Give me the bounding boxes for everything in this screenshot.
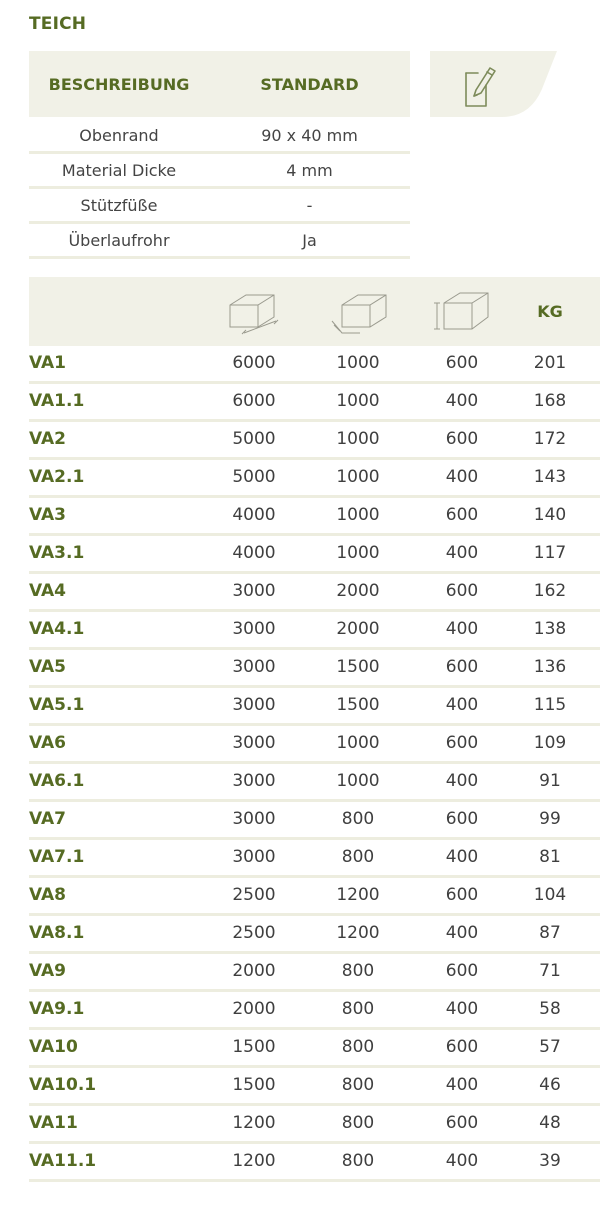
length-value: 2500: [232, 885, 276, 905]
width-value: 1500: [336, 695, 380, 715]
height-value: 400: [445, 543, 479, 563]
model-name: VA9: [29, 961, 66, 981]
width-value: 1200: [336, 885, 380, 905]
model-name: VA2: [29, 429, 66, 449]
length-value: 2000: [232, 999, 276, 1019]
weight-value: 99: [539, 809, 561, 829]
height-value: 400: [445, 1151, 479, 1171]
weight-value: 81: [539, 847, 561, 867]
height-value: 600: [445, 581, 479, 601]
height-value: 400: [445, 391, 479, 411]
length-value: 5000: [232, 429, 276, 449]
model-name: VA3: [29, 505, 66, 525]
model-name: VA4: [29, 581, 66, 601]
spec-value: 90 x 40 mm: [261, 125, 358, 145]
height-value: 400: [445, 771, 479, 791]
table-row: [29, 612, 600, 650]
width-value: 1000: [336, 505, 380, 525]
table-row: [29, 346, 600, 384]
model-name: VA6: [29, 733, 66, 753]
table-row: [29, 574, 600, 612]
length-value: 3000: [232, 657, 276, 677]
table-row: [29, 954, 600, 992]
spec-value: 4 mm: [286, 160, 333, 180]
weight-value: 46: [539, 1075, 561, 1095]
model-name: VA2.1: [29, 467, 85, 487]
model-name: VA10.1: [29, 1075, 97, 1095]
weight-value: 58: [539, 999, 561, 1019]
spec-row: [29, 189, 410, 224]
length-value: 1500: [232, 1075, 276, 1095]
dimension-table-header: [29, 277, 600, 346]
width-value: 1000: [336, 353, 380, 373]
header-description: BESCHREIBUNG: [48, 74, 190, 94]
length-value: 3000: [232, 809, 276, 829]
width-value: 800: [341, 847, 375, 867]
table-row: [29, 992, 600, 1030]
width-value: 1000: [336, 543, 380, 563]
width-value: 1000: [336, 733, 380, 753]
edit-tab[interactable]: [430, 51, 557, 117]
spec-value: Ja: [302, 230, 317, 250]
width-value: 800: [341, 809, 375, 829]
length-value: 3000: [232, 771, 276, 791]
table-row: [29, 1106, 600, 1144]
model-name: VA4.1: [29, 619, 85, 639]
length-value: 3000: [232, 581, 276, 601]
weight-value: 136: [533, 657, 567, 677]
width-value: 1000: [336, 429, 380, 449]
table-row: [29, 498, 600, 536]
spec-row: [29, 119, 410, 154]
table-row: [29, 536, 600, 574]
height-value: 600: [445, 733, 479, 753]
height-value: 600: [445, 885, 479, 905]
weight-value: 87: [539, 923, 561, 943]
model-name: VA8.1: [29, 923, 85, 943]
table-row: [29, 688, 600, 726]
width-value: 800: [341, 1113, 375, 1133]
length-value: 1200: [232, 1113, 276, 1133]
model-name: VA9.1: [29, 999, 85, 1019]
spec-row: [29, 154, 410, 189]
weight-value: 140: [533, 505, 567, 525]
width-value: 800: [341, 1151, 375, 1171]
length-value: 2000: [232, 961, 276, 981]
height-value: 600: [445, 429, 479, 449]
weight-value: 117: [533, 543, 567, 563]
weight-value: 115: [533, 695, 567, 715]
width-value: 800: [341, 1075, 375, 1095]
height-value: 400: [445, 999, 479, 1019]
length-value: 4000: [232, 505, 276, 525]
height-value: 600: [445, 809, 479, 829]
table-row: [29, 802, 600, 840]
spec-label: Material Dicke: [61, 160, 177, 180]
length-value: 3000: [232, 619, 276, 639]
width-value: 1500: [336, 657, 380, 677]
weight-value: 162: [533, 581, 567, 601]
spec-label: Überlaufrohr: [68, 230, 170, 250]
table-row: [29, 726, 600, 764]
height-value: 600: [445, 505, 479, 525]
table-row: [29, 878, 600, 916]
length-value: 2500: [232, 923, 276, 943]
model-name: VA5.1: [29, 695, 85, 715]
header-standard: STANDARD: [260, 74, 359, 94]
model-name: VA1.1: [29, 391, 85, 411]
length-box-icon: [219, 277, 289, 346]
spec-table-header: [29, 51, 410, 117]
model-name: VA1: [29, 353, 66, 373]
table-row: [29, 422, 600, 460]
width-value: 1200: [336, 923, 380, 943]
length-value: 3000: [232, 847, 276, 867]
spec-table-body: [29, 119, 410, 259]
width-value: 800: [341, 961, 375, 981]
table-row: [29, 384, 600, 422]
model-name: VA11.1: [29, 1151, 97, 1171]
length-value: 6000: [232, 391, 276, 411]
width-value: 1000: [336, 391, 380, 411]
height-value: 400: [445, 1075, 479, 1095]
model-name: VA5: [29, 657, 66, 677]
height-value: 600: [445, 1113, 479, 1133]
weight-value: 71: [539, 961, 561, 981]
length-value: 3000: [232, 695, 276, 715]
width-value: 1000: [336, 467, 380, 487]
weight-value: 48: [539, 1113, 561, 1133]
table-row: [29, 1144, 600, 1182]
edit-tab-shape: [430, 51, 557, 117]
model-name: VA6.1: [29, 771, 85, 791]
width-value: 800: [341, 1037, 375, 1057]
header-kg: KG: [537, 302, 563, 321]
height-value: 400: [445, 923, 479, 943]
model-name: VA7: [29, 809, 66, 829]
height-value: 600: [445, 657, 479, 677]
width-value: 800: [341, 999, 375, 1019]
height-value: 400: [445, 619, 479, 639]
model-name: VA8: [29, 885, 66, 905]
spec-value: -: [306, 195, 313, 215]
spec-label: Stützfüße: [80, 195, 158, 215]
model-name: VA11: [29, 1113, 78, 1133]
table-row: [29, 1030, 600, 1068]
width-box-icon: [323, 277, 393, 346]
model-name: VA7.1: [29, 847, 85, 867]
weight-value: 168: [533, 391, 567, 411]
model-name: VA10: [29, 1037, 78, 1057]
height-box-icon: [427, 277, 497, 346]
spec-table: [29, 51, 410, 259]
spec-row: [29, 224, 410, 259]
table-row: [29, 650, 600, 688]
page-title: TEICH: [29, 14, 87, 34]
weight-value: 201: [533, 353, 567, 373]
length-value: 5000: [232, 467, 276, 487]
weight-value: 143: [533, 467, 567, 487]
height-value: 600: [445, 961, 479, 981]
weight-value: 39: [539, 1151, 561, 1171]
table-row: [29, 764, 600, 802]
width-value: 2000: [336, 581, 380, 601]
width-value: 2000: [336, 619, 380, 639]
width-value: 1000: [336, 771, 380, 791]
length-value: 3000: [232, 733, 276, 753]
height-value: 400: [445, 467, 479, 487]
length-value: 6000: [232, 353, 276, 373]
weight-value: 109: [533, 733, 567, 753]
height-value: 400: [445, 695, 479, 715]
height-value: 600: [445, 353, 479, 373]
spec-label: Obenrand: [79, 125, 159, 145]
table-row: [29, 916, 600, 954]
height-value: 400: [445, 847, 479, 867]
weight-value: 138: [533, 619, 567, 639]
weight-value: 172: [533, 429, 567, 449]
weight-value: 104: [533, 885, 567, 905]
length-value: 4000: [232, 543, 276, 563]
model-name: VA3.1: [29, 543, 85, 563]
table-row: [29, 840, 600, 878]
weight-value: 91: [539, 771, 561, 791]
height-value: 600: [445, 1037, 479, 1057]
table-row: [29, 460, 600, 498]
weight-value: 57: [539, 1037, 561, 1057]
table-row: [29, 1068, 600, 1106]
dimension-table-body: [29, 346, 600, 1182]
dimension-table: [29, 277, 600, 1182]
length-value: 1200: [232, 1151, 276, 1171]
length-value: 1500: [232, 1037, 276, 1057]
